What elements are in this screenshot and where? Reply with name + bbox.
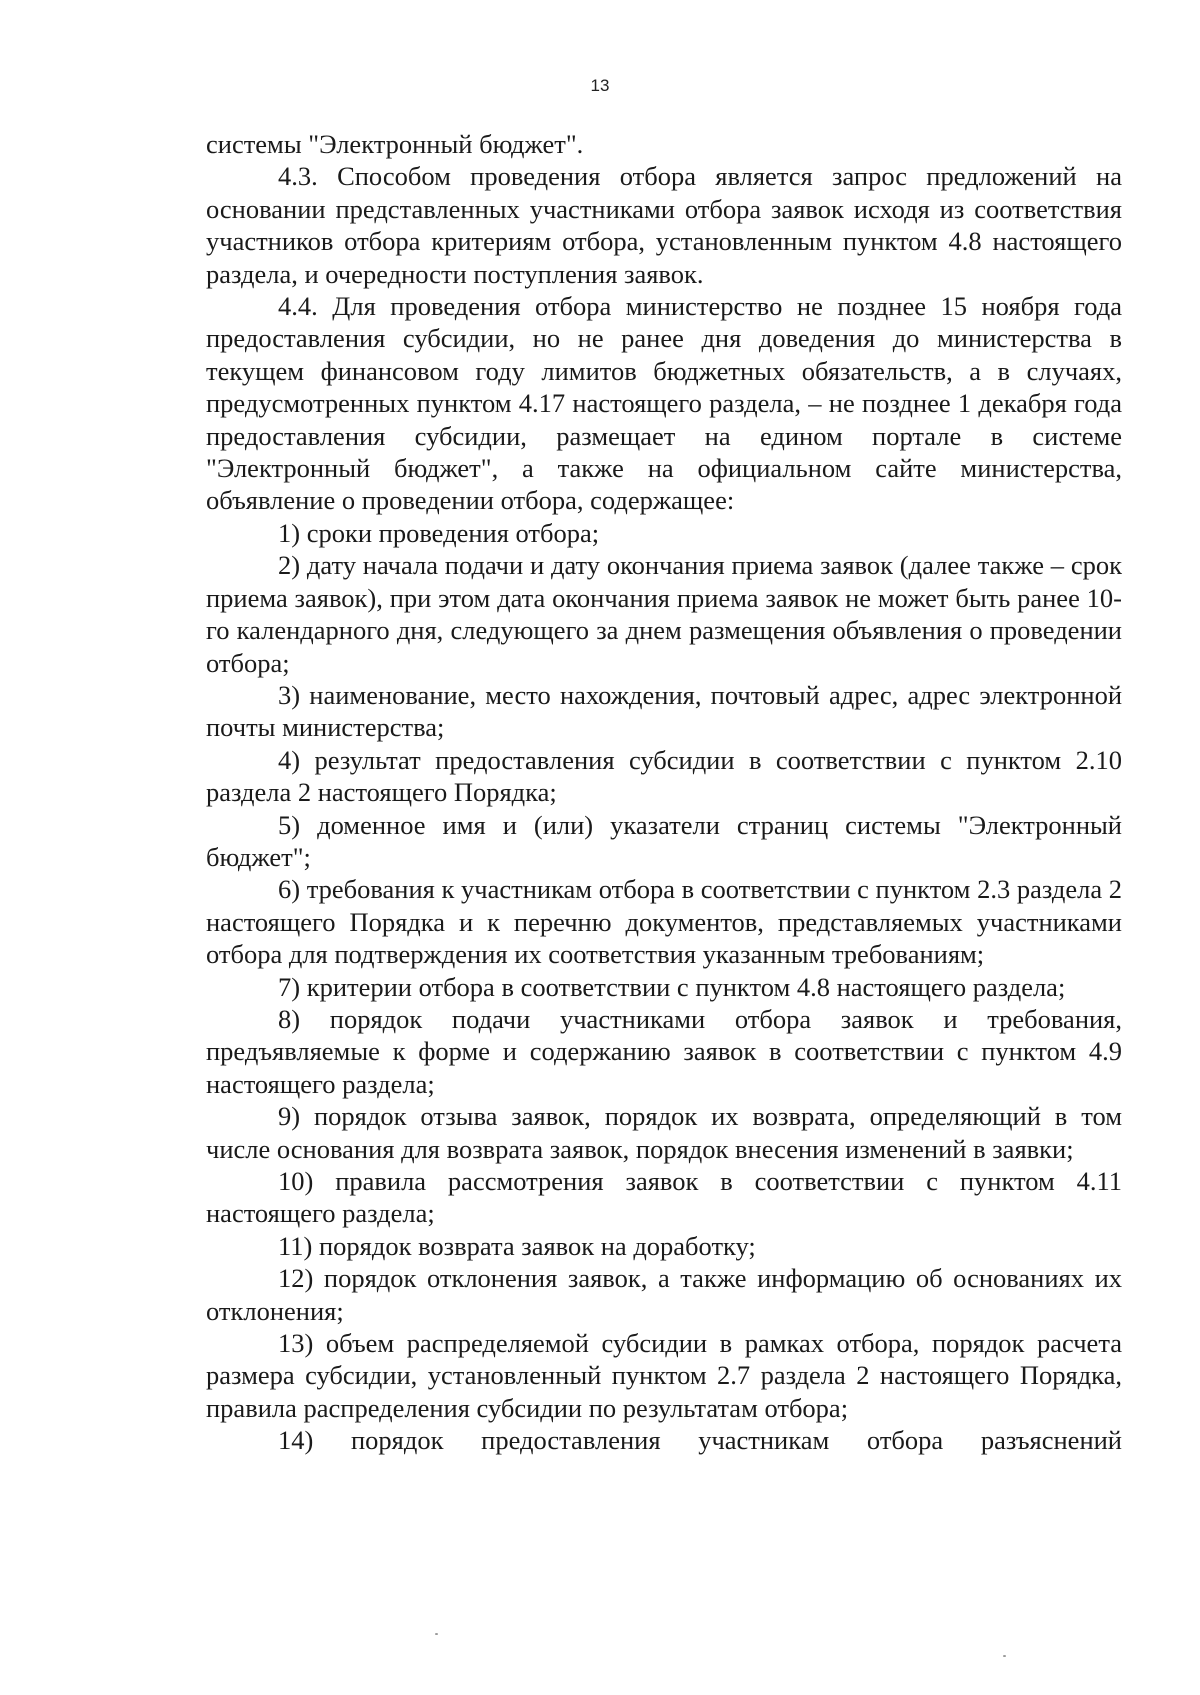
document-body (206, 128, 1122, 1457)
scan-speck (435, 1633, 438, 1635)
list-item-13: 13) объем распределяемой субсидии в рамках отбора, порядок расчета размера субсидии, установленный пунктом 2.7 раздела 2 настоящего Порядка, правила распределения субсидии по результатам отбора; (206, 1328, 1122, 1423)
list-item-4: 4) результат предоставления субсидии в соответствии с пунктом 2.10 раздела 2 настоящего Порядка; (206, 744, 1122, 808)
page-number: 13 (590, 76, 610, 95)
list-item-5: 5) доменное имя и (или) указатели страниц системы "Электронный бюджет"; (206, 809, 1122, 872)
list-item-7: 7) критерии отбора в соответствии с пунктом 4.8 настоящего раздела; (278, 971, 1066, 1002)
scan-speck (1003, 1655, 1006, 1657)
list-item-8: 8) порядок подачи участниками отбора заявок и требования, предъявляемые к форме и содержанию заявок в соответствии с пунктом 4.9 настоящего раздела; (206, 1003, 1122, 1099)
paragraph-4-4: 4.4. Для проведения отбора министерство не позднее 15 ноября года предоставления субсидии, но не ранее дня доведения до министерства в текущем финансовом году лимитов бюджетных обязательств, а в случаях, предусмотренных пунктом 4.17 настоящего раздела, – не позднее 1 декабря года предоставления субсидии, размещает на едином портале в системе "Электронный бюджет", а также на официальном сайте министерства, объявление о проведении отбора, содержащее: (206, 291, 1122, 516)
list-item-9: 9) порядок отзыва заявок, порядок их возврата, определяющий в том числе основания для возврата заявок, порядок внесения изменений в заявки; (206, 1101, 1122, 1164)
list-item-3: 3) наименование, место нахождения, почтовый адрес, адрес электронной почты министерства; (206, 679, 1122, 743)
list-item-10: 10) правила рассмотрения заявок в соответствии с пунктом 4.11 настоящего раздела; (206, 1166, 1122, 1229)
list-item-14: 14) порядок предоставления участникам отбора разъяснений (278, 1425, 1122, 1456)
list-item-1: 1) сроки проведения отбора; (278, 517, 600, 548)
list-item-11: 11) порядок возврата заявок на доработку; (278, 1230, 756, 1261)
list-item-6: 6) требования к участникам отбора в соответствии с пунктом 2.3 раздела 2 настоящего Порядка и к перечню документов, представляемых участниками отбора для подтверждения их соответствия указанным требованиям; (206, 874, 1122, 970)
paragraph-continuation: системы "Электронный бюджет". (206, 129, 584, 159)
list-item-2: 2) дату начала подачи и дату окончания приема заявок (далее также – срок приема заявок), при этом дата окончания приема заявок не может быть ранее 10-го календарного дня, следующего за днем размещения объявления о проведении отбора; (206, 550, 1122, 678)
list-item-12: 12) порядок отклонения заявок, а также информацию об основаниях их отклонения; (206, 1263, 1122, 1326)
paragraph-4-3: 4.3. Способом проведения отбора является запрос предложений на основании представленных участниками отбора заявок исходя из соответствия участников отбора критериям отбора, установленным пунктом 4.8 настоящего раздела, и очередности поступления заявок. (206, 161, 1122, 289)
